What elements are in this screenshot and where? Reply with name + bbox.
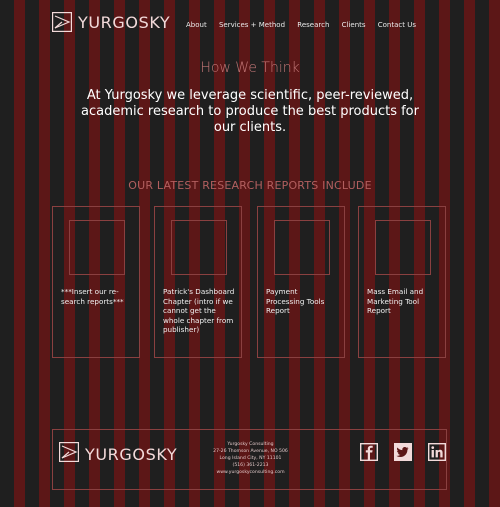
nav-clients[interactable]: Clients — [341, 21, 366, 29]
report-caption: ***Insert our re-search reports*** — [61, 287, 124, 306]
report-thumbnail — [274, 220, 330, 275]
nav-about[interactable]: About — [186, 21, 207, 29]
nav-services-method[interactable]: Services + Method — [218, 21, 286, 29]
address-street: 27-26 Thomson Avenue, NO 506 — [213, 449, 288, 454]
report-card-3[interactable] — [257, 206, 345, 358]
address-company: Yurgosky Consulting — [227, 442, 274, 447]
report-card-4[interactable] — [358, 206, 446, 358]
footer-logo-text: YURGOSKY — [85, 444, 178, 464]
reports-heading: OUR LATEST RESEARCH REPORTS INCLUDE — [128, 179, 372, 192]
report-thumbnail — [375, 220, 431, 275]
twitter-icon[interactable] — [394, 443, 412, 461]
report-thumbnail — [171, 220, 227, 275]
linkedin-icon[interactable] — [428, 443, 446, 461]
nav-contact-us[interactable]: Contact Us — [377, 21, 416, 29]
report-card-1[interactable] — [52, 206, 140, 358]
site-footer — [52, 429, 447, 490]
report-card-2[interactable] — [154, 206, 242, 358]
footer-address — [193, 441, 308, 476]
footer-logo[interactable] — [59, 442, 177, 466]
report-caption: Mass Email and Marketing Tool Report — [367, 287, 424, 316]
lead-paragraph: At Yurgosky we leverage scientific, peer-reviewed, academic research to produce the best products for our clients. — [81, 88, 419, 135]
logo-mark-icon — [59, 442, 79, 466]
page-title: How We Think — [200, 60, 300, 76]
address-phone: (516) 361-2213 — [232, 463, 269, 468]
report-caption: Patrick's Dashboard Chapter (intro if we cannot get the whole chapter from publisher) — [163, 287, 235, 335]
report-caption: Payment Processing Tools Report — [266, 287, 325, 316]
address-city: Long Island City, NY 11101 — [219, 456, 282, 461]
report-thumbnail — [69, 220, 125, 275]
logo-text: YURGOSKY — [78, 12, 171, 32]
nav-research[interactable]: Research — [297, 21, 330, 29]
address-website[interactable]: www.yurgoskyconsulting.com — [216, 470, 285, 475]
logo-mark-icon — [52, 12, 72, 32]
site-logo[interactable] — [52, 12, 170, 32]
main-nav — [186, 21, 416, 29]
facebook-icon[interactable] — [360, 443, 378, 461]
